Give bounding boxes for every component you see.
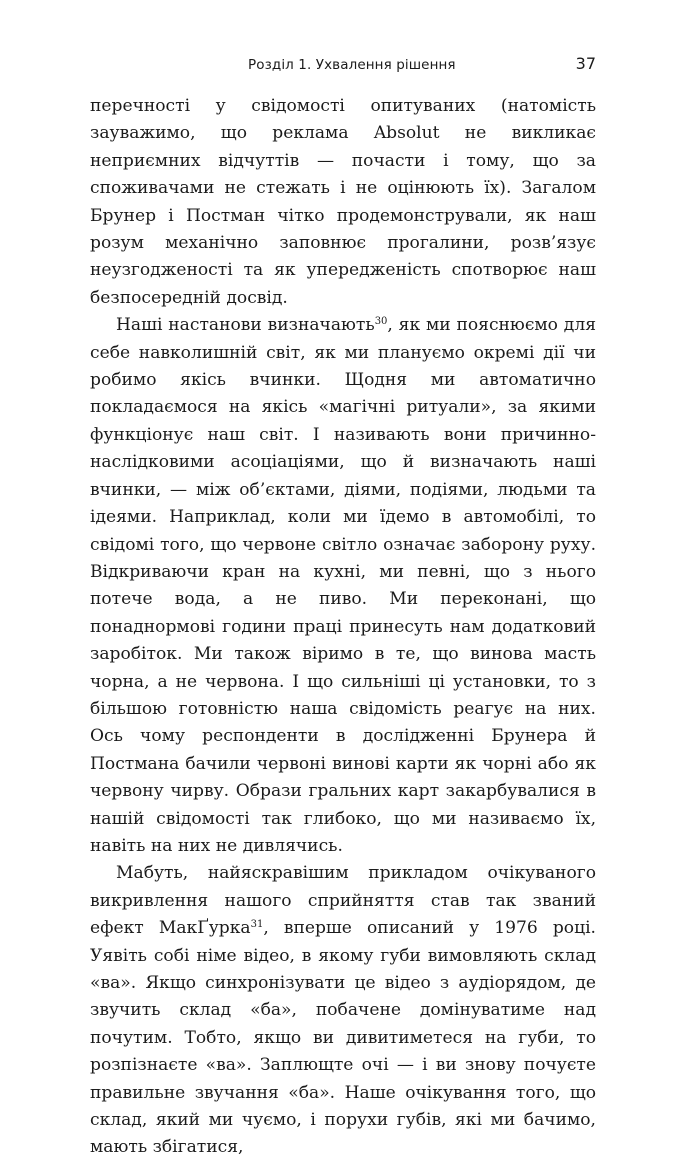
paragraph-text: , як ми пояснюємо для себе навколишній світ, як ми плануємо окремі дії чи робимо якісь вчинки. Щодня ми автоматично покладаємося на якісь «магічні ритуали», за якими функціонує наш світ. І називають вони причинно-наслідковими асоціаціями, що й визначають наші вчинки, — між об’єктами, діями, подіями, людьми та ідеями. Наприклад, коли ми їдемо в автомобілі, то свідомі того, що червоне світло означає заборону руху. Відкриваючи кран на кухні, ми певні, що з нього потече вода, а не пиво. Ми переконані, що понаднормові години праці принесуть нам додатковий заробіток. Ми також віримо в те, що винова масть чорна, а не червона. І що сильніші ці установки, то з більшою готовністю наша свідомість реагує на них. Ось чому респонденти в дослідженні Брунера й Постмана бачили червоні винові карти як чорні або як червону чирву. Образи гральних карт закарбувалися в нашій свідомості так глибоко, що ми називаємо їх, навіть на них не дивлячись. (90, 315, 596, 856)
running-head (90, 54, 596, 82)
paragraph (90, 860, 596, 1161)
chapter-title: Розділ 1. Ухвалення рішення (248, 57, 456, 73)
page-number: 37 (575, 54, 596, 73)
paragraph (90, 93, 596, 312)
paragraph-text: Мабуть, найяскравішим прикладом очікуваного викривлення нашого сприйняття став так званий ефект МакҐурка (90, 863, 596, 939)
body-text (90, 93, 596, 1162)
footnote-marker[interactable]: 31 (250, 919, 264, 931)
paragraph-text: Наші настанови визначають (116, 315, 375, 336)
footnote-marker[interactable]: 30 (374, 316, 388, 328)
paragraph-text: , вперше описаний у 1976 році. Уявіть собі німе відео, в якому губи вимовляють склад «ва». Якщо синхронізувати це відео з аудіорядом, де звучить склад «ба», побачене домінуватиме над почутим. Тобто, якщо ви дивитиметеся на губи, то розпізнаєте «ва». Заплющте очі — і ви знову почуєте правильне звучання «ба». Наше очікування того, що склад, який ми чуємо, і порухи губів, які ми бачимо, мають збігатися, (90, 918, 596, 1158)
paragraph (90, 312, 596, 860)
paragraph-text: перечності у свідомості опитуваних (натомість зауважимо, що реклама Absolut не викликає неприємних відчуттів — почасти і тому, що за споживачами не стежать і не оцінюють їх). Загалом Брунер і Постман чітко продемонстрували, як наш розум механічно заповнює прогалини, розв’язує неузгодженості та як упередженість спотворює наш безпосередній досвід. (90, 96, 596, 308)
